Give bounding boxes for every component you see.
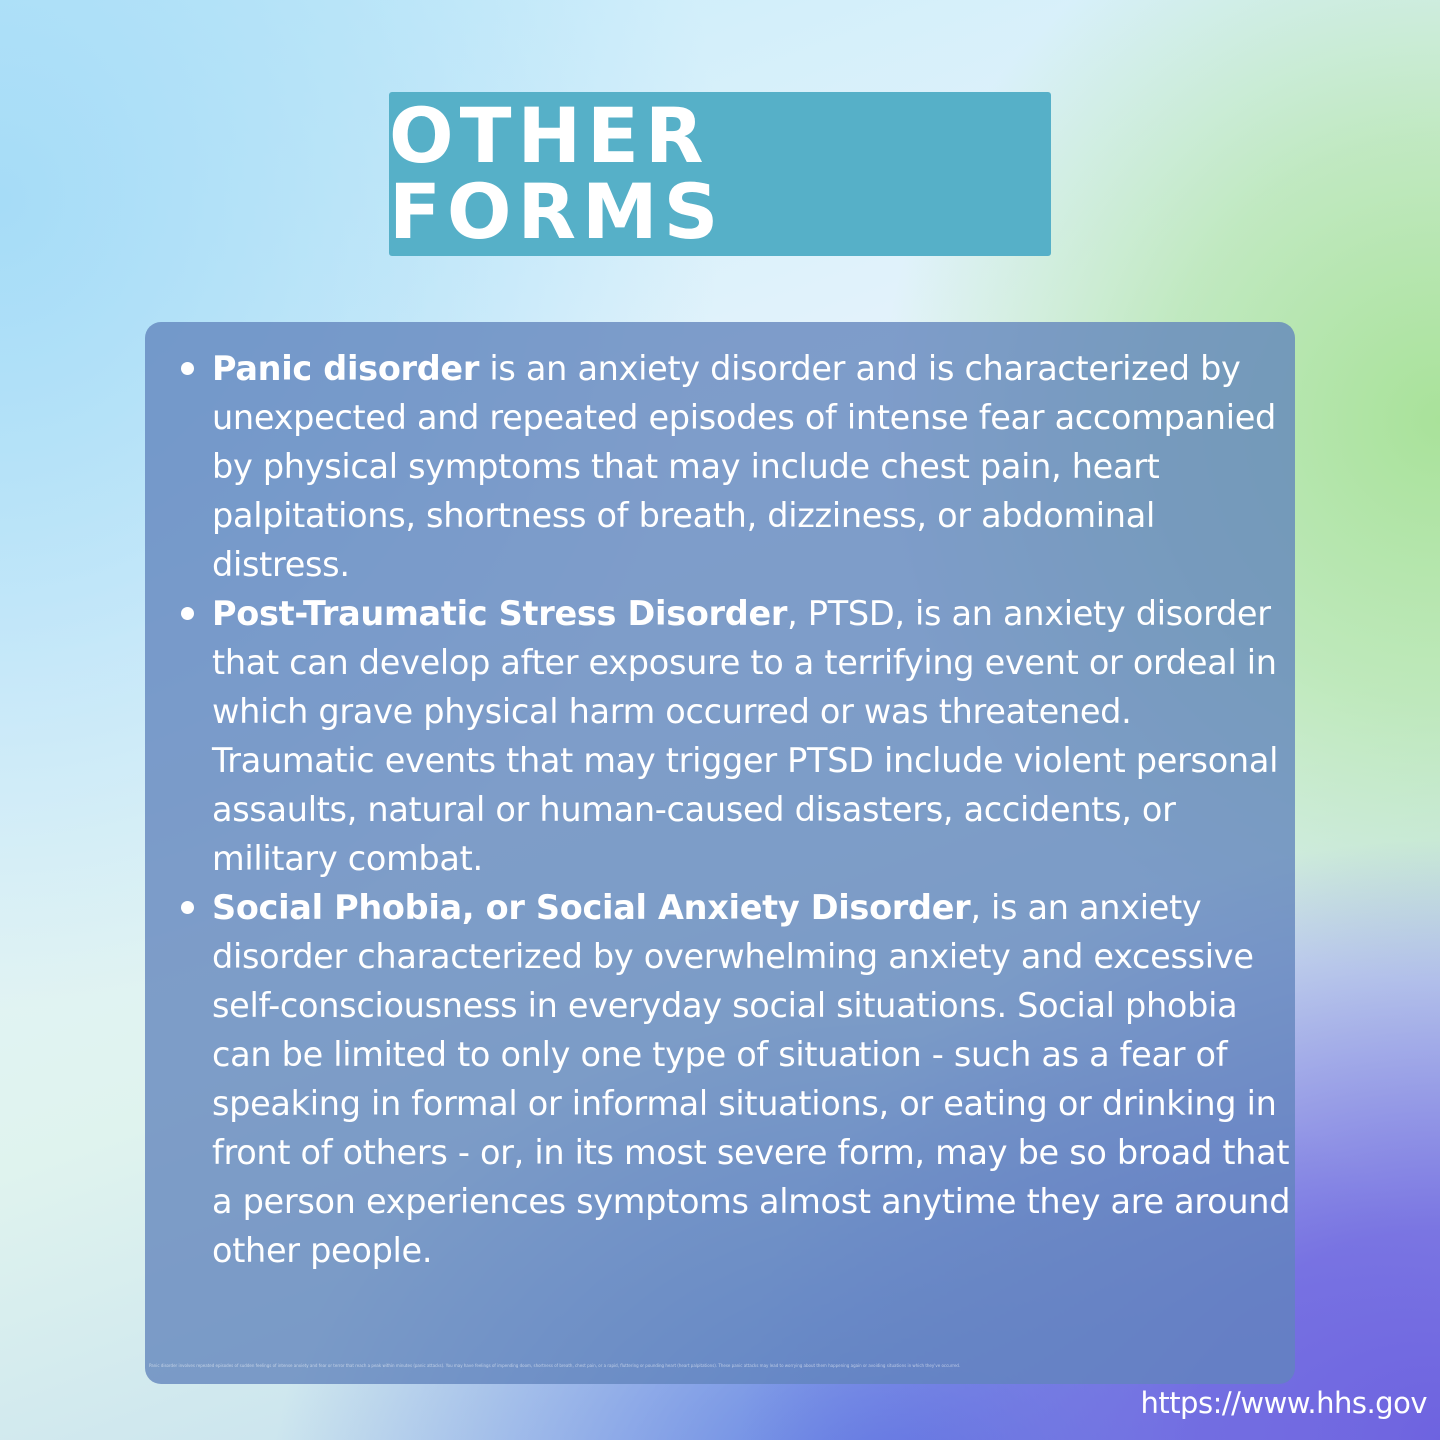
bullet-icon xyxy=(181,901,194,914)
term-panic-disorder: Panic disorder xyxy=(212,349,480,388)
title-banner xyxy=(389,92,1051,256)
description-ptsd: , PTSD, is an anxiety disorder that can develop after exposure to a terrifying event or ordeal in which grave physical harm occurred or was threatened. Traumatic events that may trigger PTSD include violent personal assaults, natural or human-caused disasters, accidents, or military combat. xyxy=(212,594,1279,878)
disorder-list xyxy=(145,322,1295,1275)
bullet-icon xyxy=(181,362,194,375)
fine-print-text: Panic disorder involves repeated episodes of sudden feelings of intense anxiety and fear or terror that reach a peak within minutes (panic attacks). You may have feelings of impending doom, shortness of breath, chest pain, or a rapid, fluttering or pounding heart (heart palpitations). These panic attacks may lead to worrying about them happening again or avoiding situations in which they've occurred. xyxy=(149,1363,961,1368)
list-item-ptsd xyxy=(145,589,1295,883)
source-url: https://www.hhs.gov xyxy=(1140,1386,1427,1420)
term-ptsd: Post-Traumatic Stress Disorder xyxy=(212,594,788,633)
list-item-panic-disorder xyxy=(145,344,1295,589)
content-panel xyxy=(145,322,1295,1384)
description-social-phobia: , is an anxiety disorder characterized by overwhelming anxiety and excessive self-consciousness in everyday social situations. Social phobia can be limited to only one type of situation - such as a fear of speaking in formal or informal situations, or eating or drinking in front of others - or, in its most severe form, may be so broad that a person experiences symptoms almost anytime they are around other people. xyxy=(212,888,1291,1270)
description-panic-disorder: is an anxiety disorder and is characterized by unexpected and repeated episodes of intense fear accompanied by physical symptoms that may include chest pain, heart palpitations, shortness of breath, dizziness, or abdominal distress. xyxy=(212,349,1276,584)
page-title: OTHER FORMS xyxy=(389,91,725,256)
term-social-phobia: Social Phobia, or Social Anxiety Disorder xyxy=(212,888,971,927)
list-item-social-phobia xyxy=(145,883,1295,1275)
bullet-icon xyxy=(181,607,194,620)
